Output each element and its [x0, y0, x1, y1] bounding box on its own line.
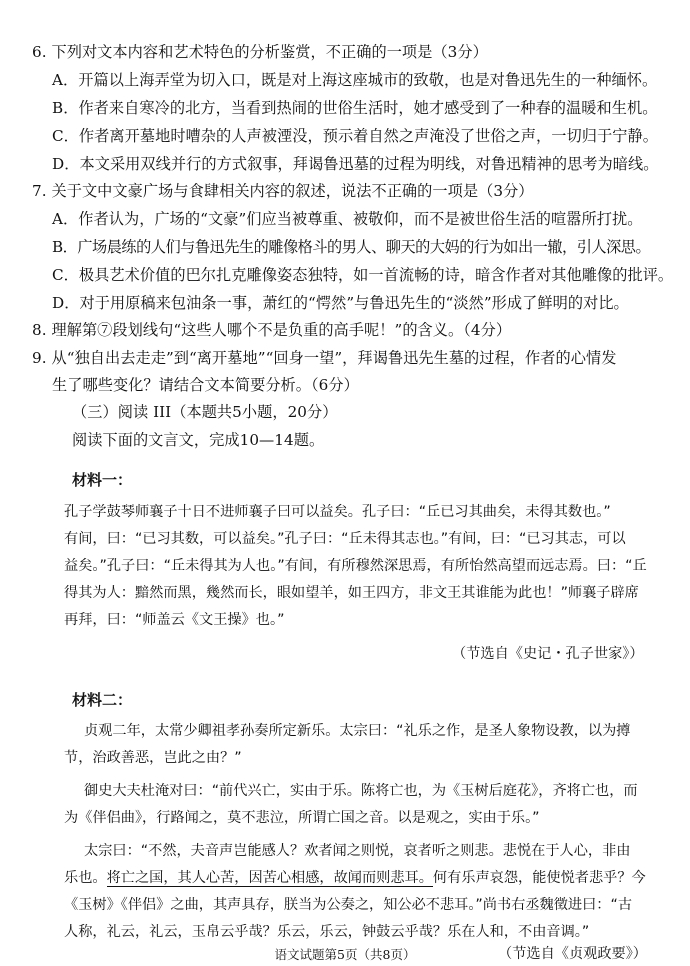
question-7-option-d: D．对于用原稿来包油条一事，萧红的“愕然”与鲁迅先生的“淡然”形成了鲜明的对比。: [52, 294, 629, 312]
underlined-sentence: 将亡之国，其人心苦，因苦心相感，故闻而则悲耳。: [106, 870, 433, 886]
material-2-p2-line-2: 为《伴侣曲》，行路闻之，莫不悲泣，所谓亡国之音。以是观之，实由于乐。”: [64, 810, 540, 826]
material-2-source: （节选自《贞观政要》）: [498, 946, 647, 962]
p3-line-2-post: 何有乐声哀怨，能使悦者悲乎？今: [432, 870, 646, 886]
material-2-p2-line-1: 御史大夫杜淹对曰：“前代兴亡，实由于乐。陈将亡也，为《玉树后庭花》，齐将亡也，而: [84, 783, 638, 799]
question-7-option-b: B．广场晨练的人们与鲁迅先生的雕像格斗的男人、聊天的大妈的行为如出一辙，引人深思。: [52, 238, 651, 256]
question-6-option-b: B．作者来自寒冷的北方，当看到热闹的世俗生活时，她才感受到了一种春的温暖和生机。: [52, 99, 658, 117]
material-1-line-4: 得其为人：黯然而黑，幾然而长，眼如望羊，如王四方，非文王其谁能为此也！”师襄子辟席: [64, 585, 639, 601]
page-footer: 语文试题第5页（共8页）: [274, 947, 416, 962]
material-2-p3-line-4: 人称，礼云，礼云，玉帛云乎哉？乐云，乐云，钟鼓云乎哉？乐在人和，不由音调。”: [64, 924, 590, 940]
material-1-line-2: 有间，曰：“已习其数，可以益矣。”孔子曰：“丘未得其志也。”有间，曰：“已习其志，可以: [64, 531, 626, 547]
material-2-p1-line-2: 节，治政善恶，岂此之由？”: [64, 750, 242, 766]
material-2-p1-line-1: 贞观二年，太常少卿祖孝孙奏所定新乐。太宗曰：“礼乐之作，是圣人象物设教，以为撙: [84, 723, 631, 739]
material-1-source: （节选自《史记・孔子世家》）: [452, 646, 644, 662]
section-instruction: 阅读下面的文言文，完成10—14题。: [72, 431, 325, 449]
question-7-stem: 7. 关于文中文豪广场与食肆相关内容的叙述，说法不正确的一项是（3分）: [32, 182, 534, 200]
material-1-line-5: 再拜，曰：“师盖云《文王操》也。”: [64, 612, 285, 628]
p3-line-2-pre: 乐也。: [64, 870, 107, 886]
question-9-line-1: 9. 从“独自出去走走”到“离开墓地”“回身一望”，拜谒鲁迅先生墓的过程，作者的心情发: [32, 349, 617, 367]
material-1-line-3: 益矣。”孔子曰：“丘未得其为人也。”有间，有所穆然深思焉，有所怡然高望而远志焉。曰：“丘: [64, 558, 647, 574]
material-1-label: 材料一：: [72, 471, 133, 489]
question-6-stem: 6. 下列对文本内容和艺术特色的分析鉴赏，不正确的一项是（3分）: [32, 43, 488, 61]
material-2-p3-line-2: [64, 868, 646, 888]
question-6-option-c: C．作者离开墓地时嘈杂的人声被湮没，预示着自然之声淹没了世俗之声，一切归于宁静。: [52, 127, 658, 145]
section-heading: （三）阅读 III（本题共5小题，20分）: [72, 403, 338, 421]
question-7-option-c: C．极具艺术价值的巴尔扎克雕像姿态独特，如一首流畅的诗，暗含作者对其他雕像的批评。: [52, 266, 674, 284]
question-6-option-a: A．开篇以上海弄堂为切入口，既是对上海这座城市的致敬，也是对鲁迅先生的一种缅怀。: [52, 71, 658, 89]
question-8: 8. 理解第⑦段划线句“这些人哪个不是负重的高手呢！”的含义。（4分）: [32, 321, 512, 339]
material-2-label: 材料二：: [72, 691, 133, 709]
question-7-option-a: A．作者认为，广场的“文豪”们应当被尊重、被敬仰，而不是被世俗生活的喧嚣所打扰。: [52, 210, 643, 228]
question-6-option-d: D．本文采用双线并行的方式叙事，拜谒鲁迅墓的过程为明线，对鲁迅精神的思考为暗线。: [52, 155, 659, 173]
question-9-line-2: 生了哪些变化？请结合文本简要分析。（6分）: [52, 376, 359, 394]
material-1-line-1: 孔子学鼓琴师襄子十日不进师襄子曰可以益矣。孔子曰：“丘已习其曲矣，未得其数也。”: [64, 504, 611, 520]
material-2-p3-line-3: 《玉树》《伴侣》之曲，其声具存，朕当为公奏之，知公必不悲耳。”尚书右丞魏徵进曰：“古: [64, 897, 633, 913]
material-2-p3-line-1: 太宗曰：“不然，夫音声岂能感人？欢者闻之则悦，哀者听之则悲。悲悦在于人心，非由: [84, 843, 631, 859]
